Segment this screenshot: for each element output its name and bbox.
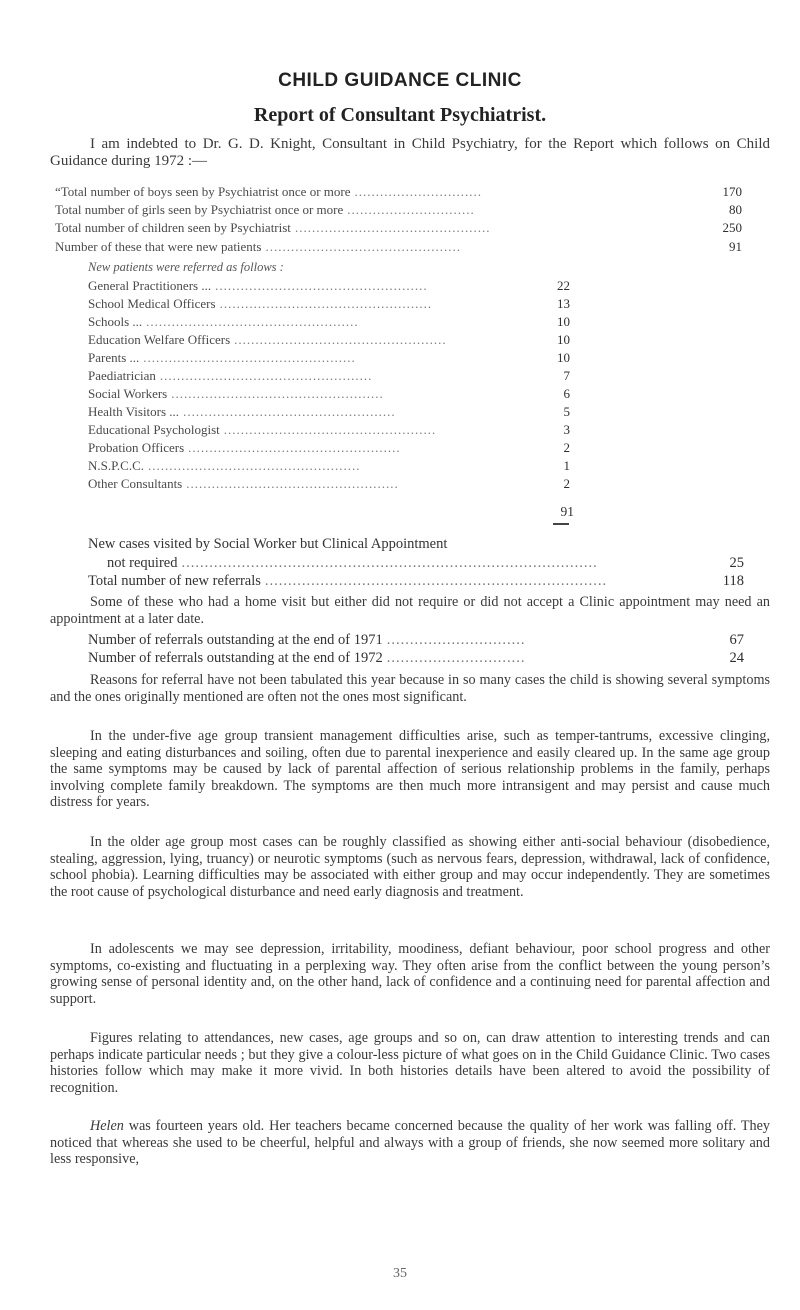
referral-row: N.S.P.C.C. .................................................. 1 — [88, 458, 570, 473]
referral-row: Education Welfare Officers .................................................. 10 — [88, 332, 570, 347]
summary-row: Total number of girls seen by Psychiatrist once or more .............................. 80 — [55, 202, 742, 217]
total-underline — [553, 523, 569, 525]
outstanding-row: Number of referrals outstanding at the end of 1972 .............................. 24 — [88, 650, 744, 666]
page-number: 35 — [393, 1266, 407, 1281]
referral-row: Schools ... .................................................. 10 — [88, 314, 570, 329]
referral-row: Educational Psychologist .................................................. 3 — [88, 422, 570, 437]
outstanding-row: Number of referrals outstanding at the end of 1971 .............................. 67 — [88, 632, 744, 648]
referral-row: Health Visitors ... .................................................. 5 — [88, 404, 570, 419]
referral-row: Other Consultants .................................................. 2 — [88, 476, 570, 491]
new-cases-line: New cases visited by Social Worker but Clinical Appointment — [88, 536, 448, 552]
older-group-paragraph: In the older age group most cases can be roughly classified as showing either anti-social behaviour (disobedience, stealing, aggression, lying, truancy) or neurotic symptoms (such as nervous fears, depression, withdrawal, lack of confidence, school phobia). Learning difficulties may be associated with either group and may occur independently. They are sometimes the root cause of psychological disturbance and need early diagnosis and treatment. — [50, 834, 770, 900]
referral-row: School Medical Officers .................................................. 13 — [88, 296, 570, 311]
intro-paragraph: I am indebted to Dr. G. D. Knight, Consultant in Child Psychiatry, for the Report which follows on Child Guidance during 1972 :— — [50, 136, 770, 169]
referrals-heading: New patients were referred as follows : — [88, 260, 284, 274]
new-referrals-row: Total number of new referrals .......................................................................... 118 — [88, 573, 744, 589]
report-subtitle: Report of Consultant Psychiatrist. — [253, 104, 547, 126]
adolescents-paragraph: In adolescents we may see depression, irritability, moodiness, defiant behaviour, poor school progress and other symptoms, co-existing and fluctuating in a perplexing way. They often arise from the conflict between the young person’s growing sense of personal identity and, on the other hand, lack of confidence and a continuing need for parental affection and support. — [50, 941, 770, 1007]
reasons-paragraph: Reasons for referral have not been tabulated this year because in so many cases the child is showing several symptoms and the ones originally mentioned are often not the ones most significant. — [50, 672, 770, 705]
referrals-total: 91 — [560, 504, 574, 519]
referral-row: Social Workers .................................................. 6 — [88, 386, 570, 401]
referral-row: Probation Officers .................................................. 2 — [88, 440, 570, 455]
page-title: CHILD GUIDANCE CLINIC — [278, 70, 522, 91]
referral-row: General Practitioners ... .................................................. 22 — [88, 278, 570, 293]
under-five-paragraph: In the under-five age group transient management difficulties arise, such as temper-tantrums, excessive clinging, sleeping and eating disturbances and soiling, often due to parental inexperience and easily cleared up. In the same age group the same symptoms may be caused by lack of parental affection of serious relationship problems in the family, perhaps involving complete family breakdown. The symptoms are then much more intransigent and may persist and cause much distress for years. — [50, 728, 770, 811]
home-visit-paragraph: Some of these who had a home visit but either did not require or did not accept a Clinic appointment may need an appointment at a later date. — [50, 594, 770, 627]
case-name: Helen — [90, 1118, 124, 1134]
referral-row: Paediatrician .................................................. 7 — [88, 368, 570, 383]
summary-row: Number of these that were new patients .............................................. 91 — [55, 239, 742, 254]
summary-row: “Total number of boys seen by Psychiatrist once or more .............................. 170 — [55, 184, 742, 199]
figures-paragraph: Figures relating to attendances, new cases, age groups and so on, can draw attention to interesting trends and can perhaps indicate particular needs ; but they give a colour-less picture of what goes on in the Child Guidance Clinic. Two cases histories follow which may make it more vivid. In both histories details have been altered to avoid the possibility of recognition. — [50, 1030, 770, 1096]
referral-row: Parents ... .................................................. 10 — [88, 350, 570, 365]
helen-paragraph: Helen was fourteen years old. Her teachers became concerned because the quality of her work was falling off. They noticed that whereas she used to be cheerful, helpful and always with a group of friends, she now seemed more solitary and less responsive, — [50, 1118, 770, 1168]
summary-row: Total number of children seen by Psychiatrist .............................................. 250 — [55, 220, 742, 235]
new-cases-row: not required .......................................................................................... 25 — [107, 555, 744, 571]
